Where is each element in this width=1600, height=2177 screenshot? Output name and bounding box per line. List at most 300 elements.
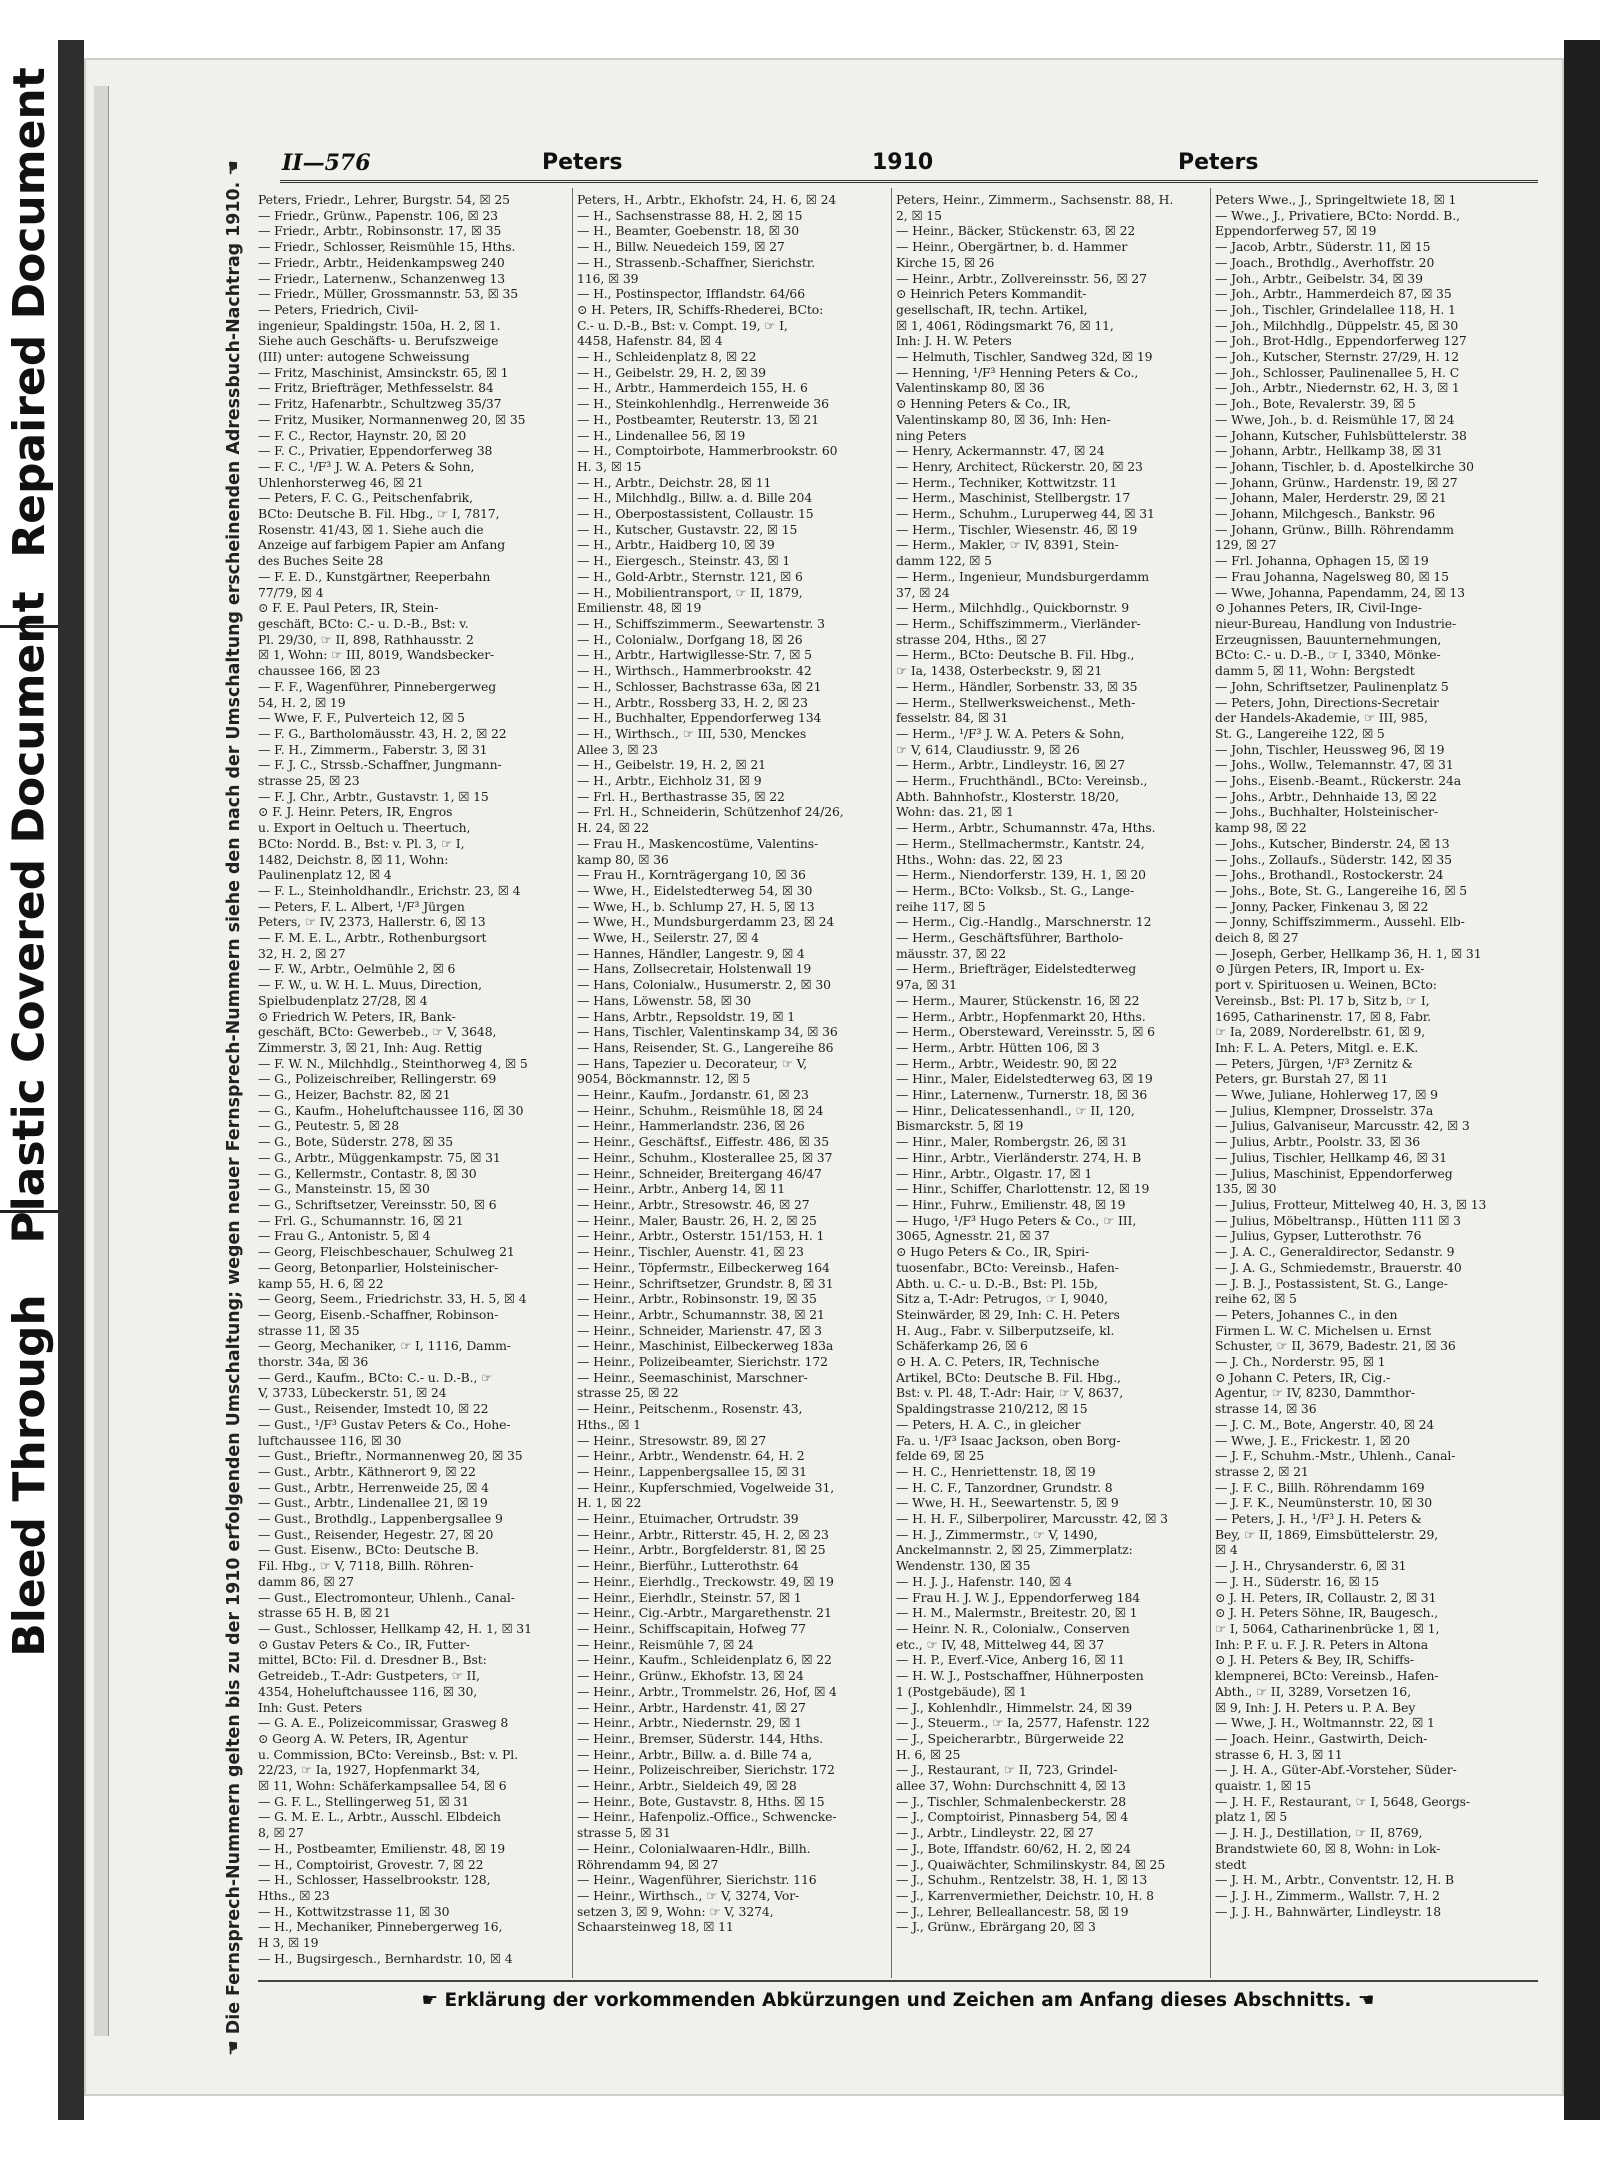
directory-entry-line: — Herm., Cig.-Handlg., Marschnerstr. 12: [896, 914, 1152, 930]
directory-entry-line: — Heinr., Arbtr., Billw. a. d. Bille 74 a,: [577, 1746, 813, 1762]
directory-entry-line: 22/23, ☞ Ia, 1927, Hopfenmarkt 34,: [258, 1762, 481, 1778]
directory-entry-line: — Wwe, J. H., Woltmannstr. 22, ☒ 1: [1215, 1715, 1435, 1731]
directory-entry-line: — Heinr., Polizeibeamter, Sierichstr. 172: [577, 1354, 828, 1370]
directory-entry-line: — H., Arbtr., Eichholz 31, ☒ 9: [577, 773, 762, 789]
directory-entry-line: — Friedr., Müller, Grossmannstr. 53, ☒ 35: [258, 286, 519, 302]
directory-entry-line: — H., Comptoirist, Grovestr. 7, ☒ 22: [258, 1856, 484, 1872]
directory-entry-line: 37, ☒ 24: [896, 584, 950, 600]
directory-entry-line: — Peters, J. H., ¹/F³ J. H. Peters &: [1215, 1511, 1422, 1527]
directory-entry-line: ☞ V, 614, Claudiusstr. 9, ☒ 26: [896, 741, 1080, 757]
directory-entry-line: — Fritz, Musiker, Normannenweg 20, ☒ 35: [258, 411, 526, 427]
directory-entry-line: — Julius, Arbtr., Poolstr. 33, ☒ 36: [1215, 1134, 1421, 1150]
directory-entry-line: Inh: Gust. Peters: [258, 1699, 363, 1715]
directory-entry-line: Hths., Wohn: das. 22, ☒ 23: [896, 851, 1063, 867]
directory-entry-line: — Gust., Electromonteur, Uhlenh., Canal-: [258, 1589, 515, 1605]
directory-entry-line: — J., Quaiwächter, Schmilinskystr. 84, ☒ 25: [896, 1856, 1166, 1872]
directory-entry-line: der Handels-Akademie, ☞ III, 985,: [1215, 710, 1428, 726]
directory-entry-line: — G., Schriftsetzer, Vereinsstr. 50, ☒ 6: [258, 1197, 497, 1212]
directory-entry-line: — J., Tischler, Schmalenbeckerstr. 28: [896, 1793, 1127, 1809]
directory-entry-line: — Peters, Johannes C., in den: [1215, 1306, 1398, 1322]
directory-entry-line: BCto: C.- u. D.-B., ☞ I, 3340, Mönke-: [1215, 647, 1441, 663]
directory-entry-line: — Julius, Frotteur, Mittelweg 40, H. 3, ☒ 13: [1215, 1197, 1487, 1212]
directory-entry-line: — Herm., Schiffszimmerm., Vierländer-: [896, 615, 1141, 631]
directory-entry-line: — Johs., Wollw., Telemannstr. 47, ☒ 31: [1215, 757, 1454, 773]
directory-entry-line: — Heinr., Arbtr., Trommelstr. 26, Hof, ☒ 4: [577, 1683, 837, 1699]
directory-entry-line: Brandstwiete 60, ☒ 8, Wohn: in Lok-: [1215, 1840, 1441, 1856]
directory-entry-line: Peters, ☞ IV, 2373, Hallerstr. 6, ☒ 13: [258, 914, 486, 930]
directory-entry-line: thorstr. 34a, ☒ 36: [258, 1354, 369, 1370]
directory-entry-line: — Heinr., Tischler, Auenstr. 41, ☒ 23: [577, 1244, 804, 1260]
directory-entry-line: — G., Kaufm., Hoheluftchaussee 116, ☒ 30: [258, 1102, 524, 1118]
directory-entry-line: — G., Peutestr. 5, ☒ 28: [258, 1118, 400, 1134]
directory-entry-line: — Herm., Niendorferstr. 139, H. 1, ☒ 20: [896, 867, 1146, 883]
directory-entry-line: Valentinskamp 80, ☒ 36, Inh: Hen-: [896, 411, 1111, 427]
directory-entry-line: — Herm., BCto: Volksb., St. G., Lange-: [896, 882, 1135, 898]
directory-entry-line: — F. E. D., Kunstgärtner, Reeperbahn: [258, 568, 491, 584]
directory-entry-line: — G. A. E., Polizeicommissar, Grasweg 8: [258, 1715, 509, 1731]
directory-entry-line: Zimmerstr. 3, ☒ 21, Inh: Aug. Rettig: [258, 1039, 483, 1055]
directory-entry-line: — Johann, Milchgesch., Bankstr. 96: [1215, 506, 1435, 522]
directory-entry-line: — Gust., ¹/F³ Gustav Peters & Co., Hohe-: [258, 1416, 511, 1432]
directory-entry-line: — H., Milchhdlg., Billw. a. d. Bille 204: [577, 490, 813, 506]
directory-entry-line: ☒ 1, 4061, Rödingsmarkt 76, ☒ 11,: [896, 317, 1114, 333]
directory-entry-line: — Herm., Schuhm., Luruperweg 44, ☒ 31: [896, 506, 1155, 522]
directory-entry-line: strasse 11, ☒ 35: [258, 1322, 360, 1338]
directory-entry-line: — Heinr., Arbtr., Hardenstr. 41, ☒ 27: [577, 1699, 806, 1715]
directory-entry-line: — J., Bote, Iffandstr. 60/62, H. 2, ☒ 24: [896, 1840, 1131, 1856]
directory-entry-line: 129, ☒ 27: [1215, 537, 1277, 553]
directory-entry-line: — Heinr., Bierführ., Lutterothstr. 64: [577, 1558, 799, 1574]
directory-entry-line: Paulinenplatz 12, ☒ 4: [258, 867, 392, 883]
scan-edge: [1564, 40, 1600, 2120]
directory-entry-line: — Heinr., Kupferschmied, Vogelweide 31,: [577, 1479, 835, 1495]
directory-entry-line: — Herm., Händler, Sorbenstr. 33, ☒ 35: [896, 678, 1138, 694]
directory-entry-line: — Herm., Obersteward, Vereinsstr. 5, ☒ 6: [896, 1024, 1155, 1040]
directory-entry-line: strasse 25, ☒ 22: [577, 1385, 679, 1401]
directory-entry-line: — Johann, Maler, Herderstr. 29, ☒ 21: [1215, 490, 1447, 506]
directory-entry-line: — Hans, Löwenstr. 58, ☒ 30: [577, 992, 751, 1008]
directory-entry-line: setzen 3, ☒ 9, Wohn: ☞ V, 3274,: [577, 1903, 774, 1919]
vertical-notice-text: ☚ Die Fernsprech-Nummern gelten bis zu der 1910 erfolgenden Umschaltung; wegen neuer Fernsprech-Nummern siehe den nach der Umschaltung erscheinenden Adressbuch-Nachtrag 1910. ☚: [224, 160, 244, 2056]
directory-entry-line: ☒ 4: [1215, 1542, 1238, 1558]
side-tabs: [0, 0, 58, 2177]
directory-entry-line: — G., Bote, Süderstr. 278, ☒ 35: [258, 1134, 454, 1150]
directory-entry-line: Schäferkamp 26, ☒ 6: [896, 1338, 1028, 1354]
directory-entry-line: — J., Schuhm., Rentzelstr. 38, H. 1, ☒ 13: [896, 1872, 1148, 1888]
directory-entry-line: — F. W., u. W. H. L. Muus, Direction,: [258, 977, 482, 993]
directory-entry-line: ⊙ Johannes Peters, IR, Civil-Inge-: [1215, 600, 1422, 616]
directory-entry-line: port v. Spirituosen u. Weinen, BCto:: [1215, 977, 1437, 993]
directory-entry-line: — Hinr., Laternenw., Turnerstr. 18, ☒ 36: [896, 1087, 1148, 1103]
directory-entry-line: — Heinr., Seemaschinist, Marschner-: [577, 1369, 808, 1385]
directory-entry-line: — Georg, Fleischbeschauer, Schulweg 21: [258, 1244, 515, 1260]
directory-entry-line: — Heinr., Etuimacher, Ortrudstr. 39: [577, 1511, 799, 1527]
directory-entry-line: — Friedr., Grünw., Papenstr. 106, ☒ 23: [258, 207, 498, 223]
directory-entry-line: 77/79, ☒ 4: [258, 584, 324, 600]
directory-entry-line: 135, ☒ 30: [1215, 1181, 1277, 1197]
directory-entry-line: — Friedr., Arbtr., Robinsonstr. 17, ☒ 35: [258, 223, 502, 239]
directory-entry-line: Eppendorferweg 57, ☒ 19: [1215, 223, 1377, 239]
directory-entry-line: — Frl. H., Berthastrasse 35, ☒ 22: [577, 788, 785, 804]
directory-entry-line: Peters, gr. Burstah 27, ☒ 11: [1215, 1071, 1389, 1087]
directory-entry-line: damm 86, ☒ 27: [258, 1573, 354, 1589]
directory-entry-line: — H., Geibelstr. 19, H. 2, ☒ 21: [577, 757, 766, 773]
directory-entry-line: — Heinr., Töpfermstr., Eilbeckerweg 164: [577, 1259, 830, 1275]
directory-entry-line: — Wwe, H., Mundsburgerdamm 23, ☒ 24: [577, 914, 835, 930]
directory-entry-line: — H., Geibelstr. 29, H. 2, ☒ 39: [577, 364, 766, 380]
directory-entry-line: — J., Steuerm., ☞ Ia, 2577, Hafenstr. 122: [896, 1715, 1150, 1731]
directory-entry-line: — F. C., ¹/F³ J. W. A. Peters & Sohn,: [258, 458, 475, 474]
directory-entry-line: — John, Tischler, Heussweg 96, ☒ 19: [1215, 741, 1445, 757]
directory-entry-line: — Wwe, H., Eidelstedterweg 54, ☒ 30: [577, 882, 813, 898]
directory-entry-line: — G., Polizeischreiber, Rellingerstr. 69: [258, 1071, 497, 1087]
directory-entry-line: mittel, BCto: Fil. d. Dresdner B., Bst:: [258, 1652, 487, 1668]
directory-column-2: [577, 192, 889, 1972]
directory-entry-line: Kirche 15, ☒ 26: [896, 254, 995, 270]
directory-entry-line: — Friedr., Arbtr., Heidenkampsweg 240: [258, 254, 505, 270]
directory-entry-line: — Frau Johanna, Nagelsweg 80, ☒ 15: [1215, 568, 1449, 584]
directory-entry-line: — J., Arbtr., Lindleystr. 22, ☒ 27: [896, 1825, 1094, 1841]
directory-entry-line: — H., Bugsirgesch., Bernhardstr. 10, ☒ 4: [258, 1950, 513, 1966]
directory-entry-line: — H., Beamter, Goebenstr. 18, ☒ 30: [577, 223, 800, 239]
directory-entry-line: — Herm., Arbtr. Hütten 106, ☒ 3: [896, 1039, 1100, 1055]
directory-entry-line: — J., Grünw., Ebrärgang 20, ☒ 3: [896, 1919, 1096, 1935]
directory-entry-line: — Herm., Arbtr., Schumannstr. 47a, Hths.: [896, 820, 1156, 836]
directory-entry-line: reihe 62, ☒ 5: [1215, 1291, 1297, 1307]
directory-entry-line: allee 37, Wohn: Durchschnitt 4, ☒ 13: [896, 1778, 1126, 1794]
directory-entry-line: — J. F., Schuhm.-Mstr., Uhlenh., Canal-: [1215, 1448, 1456, 1464]
directory-entry-line: — Wwe., J., Privatiere, BCto: Nordd. B.,: [1215, 207, 1460, 223]
directory-entry-line: Schuster, ☞ II, 3679, Badestr. 21, ☒ 36: [1215, 1338, 1456, 1354]
directory-entry-line: — Joh., Bote, Revalerstr. 39, ☒ 5: [1215, 396, 1416, 412]
directory-entry-line: — J., Restaurant, ☞ II, 723, Grindel-: [896, 1762, 1118, 1778]
directory-entry-line: — Wwe, Joh., b. d. Reismühle 17, ☒ 24: [1215, 411, 1455, 427]
directory-entry-line: — H., Wirthsch., Hammerbrookstr. 42: [577, 663, 812, 679]
directory-entry-line: 9054, Böckmannstr. 12, ☒ 5: [577, 1071, 751, 1087]
directory-entry-line: — Hinr., Fuhrw., Emilienstr. 48, ☒ 19: [896, 1197, 1126, 1212]
directory-entry-line: — Joh., Arbtr., Niedernstr. 62, H. 3, ☒ 1: [1215, 380, 1460, 396]
directory-entry-line: Allee 3, ☒ 23: [577, 741, 658, 757]
directory-entry-line: — Joach. Heinr., Gastwirth, Deich-: [1215, 1730, 1428, 1746]
directory-entry-line: Getreideb., T.-Adr: Gustpeters, ☞ II,: [258, 1668, 480, 1684]
directory-entry-line: Siehe auch Geschäfts- u. Berufszweige: [258, 333, 499, 349]
directory-entry-line: — Peters, F. C. G., Peitschenfabrik,: [258, 490, 473, 506]
directory-entry-line: — Johs., Bote, St. G., Langereihe 16, ☒ 5: [1215, 882, 1468, 898]
directory-entry-line: Abth. Bahnhofstr., Klosterstr. 18/20,: [896, 788, 1119, 804]
directory-entry-line: — F. M. E. L., Arbtr., Rothenburgsort: [258, 930, 487, 946]
column-divider: [1210, 188, 1211, 1978]
directory-entry-line: strasse 25, ☒ 23: [258, 773, 360, 789]
directory-entry-line: — Herm., Arbtr., Hopfenmarkt 20, Hths.: [896, 1008, 1146, 1024]
directory-entry-line: Erzeugnissen, Bauunternehmungen,: [1215, 631, 1442, 647]
directory-entry-line: — Georg, Eisenb.-Schaffner, Robinson-: [258, 1306, 499, 1322]
directory-entry-line: — Heinr., Schriftsetzer, Grundstr. 8, ☒ 31: [577, 1275, 834, 1291]
directory-entry-line: — Hans, Tapezier u. Decorateur, ☞ V,: [577, 1055, 808, 1071]
directory-entry-line: — Heinr., Arbtr., Osterstr. 151/153, H. 1: [577, 1228, 825, 1244]
directory-entry-line: — Frau H. J. W. J., Eppendorferweg 184: [896, 1589, 1141, 1605]
directory-entry-line: — Heinr., Arbtr., Robinsonstr. 19, ☒ 35: [577, 1291, 817, 1307]
directory-entry-line: Vereinsb., Bst: Pl. 17 b, Sitz b, ☞ I,: [1215, 992, 1430, 1008]
directory-entry-line: H. 24, ☒ 22: [577, 820, 650, 836]
directory-entry-line: H. 6, ☒ 25: [896, 1746, 961, 1762]
directory-entry-line: — Hinr., Arbtr., Vierländerstr. 274, H. B: [896, 1149, 1142, 1165]
directory-entry-line: — H., Schiffszimmerm., Seewartenstr. 3: [577, 615, 825, 631]
directory-entry-line: ⊙ Georg A. W. Peters, IR, Agentur: [258, 1730, 468, 1746]
directory-entry-line: klempnerei, BCto: Vereinsb., Hafen-: [1215, 1668, 1439, 1684]
directory-entry-line: H. Aug., Fabr. v. Silberputzseife, kl.: [896, 1322, 1115, 1338]
directory-entry-line: — J. C. M., Bote, Angerstr. 40, ☒ 24: [1215, 1416, 1435, 1432]
directory-entry-line: — H. J. J., Hafenstr. 140, ☒ 4: [896, 1573, 1073, 1589]
directory-entry-line: — Heinr., Obergärtner, b. d. Hammer: [896, 239, 1128, 255]
directory-entry-line: — H., Billw. Neuedeich 159, ☒ 27: [577, 239, 785, 255]
directory-entry-line: — Julius, Gypser, Lutterothstr. 76: [1215, 1228, 1422, 1244]
directory-entry-line: — Hugo, ¹/F³ Hugo Peters & Co., ☞ III,: [896, 1212, 1137, 1228]
directory-entry-line: Bey, ☞ II, 1869, Eimsbüttelerstr. 29,: [1215, 1526, 1439, 1542]
directory-entry-line: 2, ☒ 15: [896, 207, 942, 223]
directory-entry-line: — Heinr., Schuhm., Klosterallee 25, ☒ 37: [577, 1149, 833, 1165]
directory-entry-line: — F. H., Zimmerm., Faberstr. 3, ☒ 31: [258, 741, 488, 757]
directory-entry-line: — Peters, H. A. C., in gleicher: [896, 1416, 1081, 1432]
directory-entry-line: — H. H. F., Silberpolirer, Marcusstr. 42, ☒ 3: [896, 1511, 1168, 1527]
directory-entry-line: Abth. u. C.- u. D.-B., Bst: Pl. 15b,: [896, 1275, 1098, 1291]
directory-entry-line: Wohn: das. 21, ☒ 1: [896, 804, 1014, 820]
directory-entry-line: — Heinr., Stresowstr. 89, ☒ 27: [577, 1432, 767, 1448]
directory-entry-line: — Herm., Maschinist, Stellbergstr. 17: [896, 490, 1131, 506]
directory-entry-line: — Heinr., Eierhdlr., Steinstr. 57, ☒ 1: [577, 1589, 802, 1605]
directory-entry-line: — H. C. F., Tanzordner, Grundstr. 8: [896, 1479, 1113, 1495]
directory-entry-line: — Helmuth, Tischler, Sandweg 32d, ☒ 19: [896, 349, 1153, 365]
directory-entry-line: — Wwe, H., b. Schlump 27, H. 5, ☒ 13: [577, 898, 815, 914]
directory-entry-line: — J. H. F., Restaurant, ☞ I, 5648, Georgs-: [1215, 1793, 1471, 1809]
directory-entry-line: 116, ☒ 39: [577, 270, 639, 286]
directory-entry-line: — Joseph, Gerber, Hellkamp 36, H. 1, ☒ 31: [1215, 945, 1482, 961]
directory-entry-line: — Johs., Brothandl., Rostockerstr. 24: [1215, 867, 1444, 883]
directory-entry-line: Inh: J. H. W. Peters: [896, 333, 1012, 349]
directory-entry-line: — Frl. H., Schneiderin, Schützenhof 24/26,: [577, 804, 844, 820]
directory-entry-line: — H., Wirthsch., ☞ III, 530, Menckes: [577, 725, 807, 741]
scan-gutter: [58, 40, 84, 2120]
directory-entry-line: — H., Schlosser, Bachstrasse 63a, ☒ 21: [577, 678, 822, 694]
directory-entry-line: — Heinr., Arbtr., Schumannstr. 38, ☒ 21: [577, 1306, 825, 1322]
directory-entry-line: — Hinr., Maler, Rombergstr. 26, ☒ 31: [896, 1134, 1128, 1150]
directory-entry-line: — Peters, F. L. Albert, ¹/F³ Jürgen: [258, 898, 465, 914]
directory-entry-line: — Heinr., Bäcker, Stückenstr. 63, ☒ 22: [896, 223, 1136, 239]
directory-entry-line: — G., Mansteinstr. 15, ☒ 30: [258, 1181, 430, 1197]
directory-entry-line: — J. H. A., Güter-Abf.-Vorsteher, Süder-: [1215, 1762, 1457, 1778]
directory-entry-line: — Peters, John, Directions-Secretair: [1215, 694, 1439, 710]
directory-entry-line: ⊙ Hugo Peters & Co., IR, Spiri-: [896, 1244, 1090, 1260]
directory-entry-line: — Georg, Seem., Friedrichstr. 33, H. 5, ☒ 4: [258, 1291, 527, 1307]
directory-entry-line: — F. G., Bartholomäusstr. 43, H. 2, ☒ 22: [258, 725, 507, 741]
directory-entry-line: ⊙ F. E. Paul Peters, IR, Stein-: [258, 600, 439, 616]
directory-entry-line: Spielbudenplatz 27/28, ☒ 4: [258, 992, 428, 1008]
side-tab-bleed: [0, 1210, 58, 1740]
directory-entry-line: — Gust. Eisenw., BCto: Deutsche B.: [258, 1542, 479, 1558]
directory-entry-line: — Hinr., Arbtr., Olgastr. 17, ☒ 1: [896, 1165, 1093, 1181]
directory-entry-line: — H. C., Henriettenstr. 18, ☒ 19: [896, 1463, 1096, 1479]
directory-entry-line: — Herm., BCto: Deutsche B. Fil. Hbg.,: [896, 647, 1135, 663]
column-divider: [572, 188, 573, 1978]
directory-entry-line: ⊙ H. Peters, IR, Schiffs-Rhederei, BCto:: [577, 301, 824, 317]
directory-entry-line: Steinwärder, ☒ 29, Inh: C. H. Peters: [896, 1306, 1120, 1322]
directory-entry-line: — H., Arbtr., Rossberg 33, H. 2, ☒ 23: [577, 694, 808, 710]
directory-entry-line: platz 1, ☒ 5: [1215, 1809, 1288, 1825]
directory-entry-line: kamp 80, ☒ 36: [577, 851, 669, 867]
directory-entry-line: kamp 98, ☒ 22: [1215, 820, 1307, 836]
directory-entry-line: strasse 204, Hths., ☒ 27: [896, 631, 1047, 647]
side-tab-label: Bleed Through: [3, 1293, 55, 1657]
directory-entry-line: Abth., ☞ II, 3289, Vorsetzen 16,: [1215, 1683, 1411, 1699]
directory-entry-line: — Heinr. N. R., Colonialw., Conserven: [896, 1620, 1130, 1636]
directory-entry-line: — Joach., Brothdlg., Averhoffstr. 20: [1215, 254, 1435, 270]
directory-entry-line: ☒ 11, Wohn: Schäferkampsallee 54, ☒ 6: [258, 1778, 507, 1794]
directory-entry-line: — Joh., Arbtr., Hammerdeich 87, ☒ 35: [1215, 286, 1452, 302]
directory-entry-line: — H., Schleidenplatz 8, ☒ 22: [577, 349, 757, 365]
directory-entry-line: ⊙ Henning Peters & Co., IR,: [896, 396, 1071, 412]
directory-entry-line: 4458, Hafenstr. 84, ☒ 4: [577, 333, 723, 349]
directory-entry-line: — Johann, Arbtr., Hellkamp 38, ☒ 31: [1215, 443, 1443, 459]
directory-entry-line: Anckelmannstr. 2, ☒ 25, Zimmerplatz:: [896, 1542, 1133, 1558]
directory-entry-line: — Hans, Arbtr., Repsoldstr. 19, ☒ 1: [577, 1008, 796, 1024]
directory-entry-line: ingenieur, Spaldingstr. 150a, H. 2, ☒ 1.: [258, 317, 501, 333]
directory-entry-line: — Julius, Möbeltransp., Hütten 111 ☒ 3: [1215, 1212, 1461, 1228]
directory-entry-line: — Hinr., Maler, Eidelstedterweg 63, ☒ 19: [896, 1071, 1153, 1087]
directory-entry-line: — H., Arbtr., Deichstr. 28, ☒ 11: [577, 474, 772, 490]
directory-entry-line: — Friedr., Laternenw., Schanzenweg 13: [258, 270, 506, 286]
directory-entry-line: — Henry, Architect, Rückerstr. 20, ☒ 23: [896, 458, 1143, 474]
directory-entry-line: fesselstr. 84, ☒ 31: [896, 710, 1009, 726]
directory-entry-line: — H., Lindenallee 56, ☒ 19: [577, 427, 746, 443]
directory-entry-line: Wendenstr. 130, ☒ 35: [896, 1558, 1031, 1574]
directory-entry-line: etc., ☞ IV, 48, Mittelweg 44, ☒ 37: [896, 1636, 1105, 1652]
directory-entry-line: — Hans, Tischler, Valentinskamp 34, ☒ 36: [577, 1024, 838, 1040]
directory-entry-line: 54, H. 2, ☒ 19: [258, 694, 346, 710]
directory-entry-line: — Herm., Fruchthändl., BCto: Vereinsb.,: [896, 773, 1148, 789]
directory-entry-line: — Heinr., Arbtr., Niedernstr. 29, ☒ 1: [577, 1715, 802, 1731]
directory-entry-line: — F. F., Wagenführer, Pinnebergerweg: [258, 678, 497, 694]
directory-entry-line: 4354, Hoheluftchaussee 116, ☒ 30,: [258, 1683, 478, 1699]
directory-entry-line: — Joh., Arbtr., Geibelstr. 34, ☒ 39: [1215, 270, 1423, 286]
directory-entry-line: Inh: F. L. A. Peters, Mitgl. e. E.K.: [1215, 1039, 1419, 1055]
directory-entry-line: — H., Colonialw., Dorfgang 18, ☒ 26: [577, 631, 803, 647]
directory-entry-line: — Heinr., Polizeischreiber, Sierichstr. 172: [577, 1762, 835, 1778]
directory-entry-line: — Julius, Galvaniseur, Marcusstr. 42, ☒ 3: [1215, 1118, 1470, 1134]
directory-entry-line: — Joh., Schlosser, Paulinenallee 5, H. C: [1215, 364, 1460, 380]
directory-entry-line: — H., Schlosser, Hasselbrookstr. 128,: [258, 1872, 491, 1888]
directory-entry-line: — Heinr., Maschinist, Eilbeckerweg 183a: [577, 1338, 834, 1354]
directory-entry-line: ⊙ F. J. Heinr. Peters, IR, Engros: [258, 804, 453, 820]
directory-entry-line: H 3, ☒ 19: [258, 1935, 319, 1951]
directory-entry-line: — G. M. E. L., Arbtr., Ausschl. Elbdeich: [258, 1809, 501, 1825]
directory-entry-line: Peters, Friedr., Lehrer, Burgstr. 54, ☒ 25: [258, 192, 510, 207]
directory-entry-line: ☒ 1, Wohn: ☞ III, 8019, Wandsbecker-: [258, 647, 495, 663]
directory-entry-line: — Johs., Zollaufs., Süderstr. 142, ☒ 35: [1215, 851, 1452, 867]
directory-entry-line: — Heinr., Grünw., Ekhofstr. 13, ☒ 24: [577, 1668, 804, 1684]
directory-entry-line: — Georg, Betonparlier, Holsteinischer-: [258, 1259, 499, 1275]
directory-entry-line: Agentur, ☞ IV, 8230, Dammthor-: [1215, 1385, 1415, 1401]
directory-entry-line: — H. M., Malermstr., Breitestr. 20, ☒ 1: [896, 1605, 1138, 1621]
directory-entry-line: — Wwe, Johanna, Papendamm, 24, ☒ 13: [1215, 584, 1465, 600]
directory-entry-line: — Joh., Tischler, Grindelallee 118, H. 1: [1215, 301, 1456, 317]
directory-entry-line: u. Commission, BCto: Vereinsb., Bst: v. Pl.: [258, 1746, 518, 1762]
directory-entry-line: — Heinr., Wirthsch., ☞ V, 3274, Vor-: [577, 1887, 800, 1903]
directory-entry-line: — Johann, Grünw., Hardenstr. 19, ☒ 27: [1215, 474, 1458, 490]
directory-entry-line: — Heinr., Cig.-Arbtr., Margarethenstr. 21: [577, 1605, 832, 1621]
directory-entry-line: — Herm., Geschäftsführer, Bartholo-: [896, 930, 1123, 946]
directory-entry-line: Hths., ☒ 1: [577, 1416, 641, 1432]
directory-entry-line: — J. Ch., Norderstr. 95, ☒ 1: [1215, 1354, 1386, 1370]
directory-entry-line: H. 3, ☒ 15: [577, 458, 642, 474]
directory-column-1: [258, 192, 570, 1972]
directory-entry-line: — Herm., Stellwerksweichenst., Meth-: [896, 694, 1136, 710]
directory-entry-line: Peters, H., Arbtr., Ekhofstr. 24, H. 6, ☒ 24: [577, 192, 837, 207]
directory-entry-line: ☒ 9, Inh: J. H. Peters u. P. A. Bey: [1215, 1699, 1416, 1715]
directory-entry-line: V, 3733, Lübeckerstr. 51, ☒ 24: [258, 1385, 447, 1401]
side-tab-plastic: [0, 591, 58, 1244]
directory-entry-line: — Hans, Colonialw., Husumerstr. 2, ☒ 30: [577, 977, 831, 993]
directory-entry-line: — H., Postinspector, Ifflandstr. 64/66: [577, 286, 805, 302]
directory-entry-line: strasse 65 H. B, ☒ 21: [258, 1605, 391, 1621]
page-footer: ☛ Erklärung der vorkommenden Abkürzungen und Zeichen am Anfang dieses Abschnitts. ☚: [421, 1990, 1375, 2011]
directory-entry-line: — Johann, Tischler, b. d. Apostelkirche 30: [1215, 458, 1474, 474]
directory-entry-line: 32, H. 2, ☒ 27: [258, 945, 346, 961]
directory-entry-line: — Heinr., Colonialwaaren-Hdlr., Billh.: [577, 1840, 811, 1856]
directory-entry-line: — F. C., Privatier, Eppendorferweg 38: [258, 443, 493, 459]
directory-entry-line: ⊙ Friedrich W. Peters, IR, Bank-: [258, 1008, 456, 1024]
directory-entry-line: (III) unter: autogene Schweissung: [258, 349, 470, 365]
directory-entry-line: u. Export in Oeltuch u. Theertuch,: [258, 820, 471, 836]
directory-entry-line: — H. W. J., Postschaffner, Hühnerposten: [896, 1668, 1144, 1684]
directory-entry-line: — Heinr., Kaufm., Schleidenplatz 6, ☒ 22: [577, 1652, 832, 1668]
directory-entry-line: ⊙ Jürgen Peters, IR, Import u. Ex-: [1215, 961, 1425, 977]
directory-entry-line: — Hans, Zollsecretair, Holstenwall 19: [577, 961, 812, 977]
directory-entry-line: ⊙ H. A. C. Peters, IR, Technische: [896, 1354, 1100, 1370]
directory-entry-line: Valentinskamp 80, ☒ 36: [896, 380, 1045, 396]
directory-entry-line: — H. J., Zimmermstr., ☞ V, 1490,: [896, 1526, 1098, 1542]
page-header: [280, 146, 1538, 183]
directory-entry-line: BCto: Deutsche B. Fil. Hbg., ☞ I, 7817,: [258, 506, 500, 522]
directory-entry-line: — Wwe, F. F., Pulverteich 12, ☒ 5: [258, 710, 465, 726]
directory-entry-line: damm 5, ☒ 11, Wohn: Bergstedt: [1215, 663, 1415, 679]
directory-entry-line: — Heinr., Schneider, Marienstr. 47, ☒ 3: [577, 1322, 822, 1338]
directory-column-4: [1215, 192, 1527, 1972]
directory-entry-line: — Henry, Ackermannstr. 47, ☒ 24: [896, 443, 1105, 459]
directory-entry-line: — Fritz, Briefträger, Methfesselstr. 84: [258, 380, 494, 396]
directory-entry-line: — Wwe, J. E., Frickestr. 1, ☒ 20: [1215, 1432, 1411, 1448]
directory-entry-line: — Jonny, Schiffszimmerm., Aussehl. Elb-: [1215, 914, 1465, 930]
directory-entry-line: — F. W. N., Milchhdlg., Steinthorweg 4, ☒ 5: [258, 1055, 528, 1071]
directory-entry-line: — Heinr., Hafenpoliz.-Office., Schwencke-: [577, 1809, 837, 1825]
directory-entry-line: — Herm., Milchhdlg., Quickbornstr. 9: [896, 600, 1130, 616]
directory-entry-line: — Heinr., Peitschenm., Rosenstr. 43,: [577, 1401, 803, 1417]
directory-entry-line: ⊙ J. H. Peters & Bey, IR, Schiffs-: [1215, 1652, 1414, 1668]
directory-entry-line: — Heinr., Arbtr., Borgfelderstr. 81, ☒ 25: [577, 1542, 826, 1558]
directory-entry-line: stedt: [1215, 1856, 1247, 1872]
directory-entry-line: — H., Postbeamter, Emilienstr. 48, ☒ 19: [258, 1840, 506, 1856]
directory-entry-line: felde 69, ☒ 25: [896, 1448, 985, 1464]
directory-entry-line: — J. A. G., Schmiedemstr., Brauerstr. 40: [1215, 1259, 1462, 1275]
directory-entry-line: — H., Arbtr., Haidberg 10, ☒ 39: [577, 537, 775, 553]
directory-entry-line: — Hans, Reisender, St. G., Langereihe 86: [577, 1039, 834, 1055]
directory-entry-line: — Julius, Klempner, Drosselstr. 37a: [1215, 1102, 1434, 1118]
directory-entry-line: H. 1, ☒ 22: [577, 1495, 642, 1511]
directory-entry-line: — F. C., Rector, Haynstr. 20, ☒ 20: [258, 427, 467, 443]
directory-entry-line: — Johs., Eisenb.-Beamt., Rückerstr. 24a: [1215, 773, 1462, 789]
page-spine: [94, 86, 109, 2036]
directory-entry-line: Bismarckstr. 5, ☒ 19: [896, 1118, 1024, 1134]
directory-entry-line: Anzeige auf farbigem Papier am Anfang: [258, 537, 506, 553]
directory-entry-line: — F. W., Arbtr., Oelmühle 2, ☒ 6: [258, 961, 456, 977]
